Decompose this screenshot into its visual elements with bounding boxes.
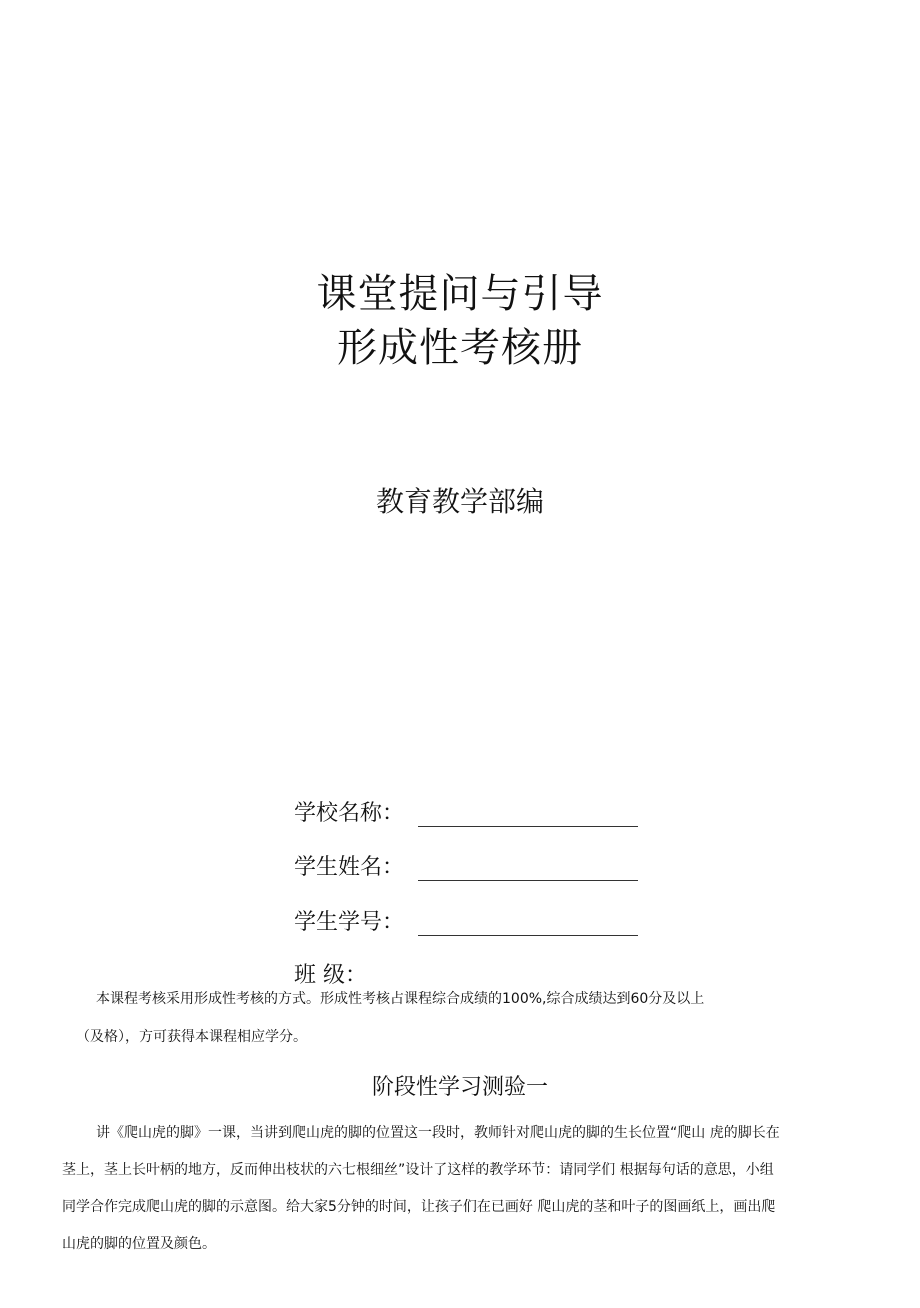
student-name-blank[interactable] (418, 858, 638, 881)
class-label: 班 级： (294, 963, 367, 988)
school-name-field (294, 796, 638, 827)
cover-title-line1: 课堂提问与引导 (316, 271, 604, 317)
student-id-label: 学生学号： (294, 910, 405, 935)
assessment-note-line1: 本课程考核采用形成性考核的方式。形成性考核占课程综合成绩的100%,综合成绩达到60分及以上 (96, 991, 705, 1007)
editor-credit: 教育教学部编 (375, 485, 544, 518)
school-name-label: 学校名称： (294, 801, 405, 826)
paragraph-line: 山虎的脚的位置及颜色。 (62, 1236, 216, 1252)
section-title: 阶段性学习测验一 (371, 1075, 548, 1100)
student-id-blank[interactable] (418, 913, 638, 936)
paragraph-line: 茎上，茎上长叶柄的地方，反而伸出枝状的六七根细丝”设计了这样的教学环节：请同学们 根据每句话的意思，小组 (62, 1162, 774, 1178)
cover-title-line2: 形成性考核册 (337, 325, 583, 371)
student-id-field (294, 905, 638, 936)
assessment-note-line2: （及格），方可获得本课程相应学分。 (76, 1029, 307, 1045)
paragraph-line: 同学合作完成爬山虎的脚的示意图。给大家5分钟的时间，让孩子们在已画好 爬山虎的茎和叶子的图画纸上，画出爬 (62, 1199, 776, 1215)
school-name-blank[interactable] (418, 804, 638, 827)
paragraph-line: 讲《爬山虎的脚》一课，当讲到爬山虎的脚的位置这一段时，教师针对爬山虎的脚的生长位置“爬山 虎的脚长在 (96, 1125, 780, 1141)
student-name-field (294, 850, 638, 881)
student-name-label: 学生姓名： (294, 855, 405, 880)
